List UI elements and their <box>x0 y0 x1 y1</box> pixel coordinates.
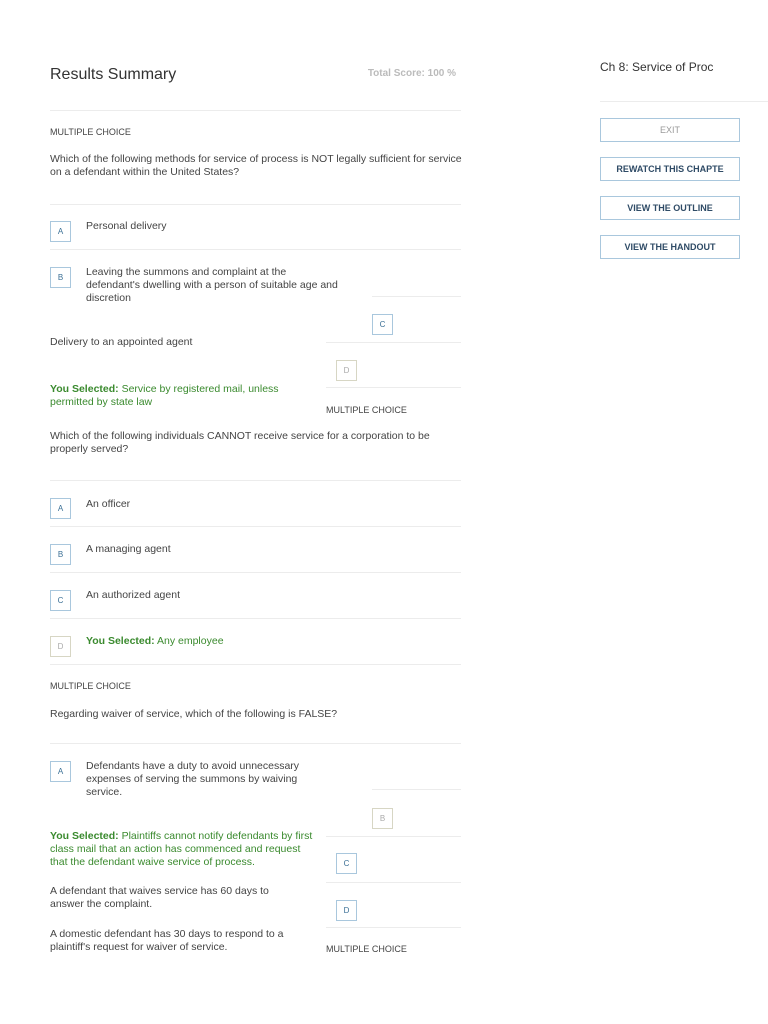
divider <box>372 296 461 297</box>
chapter-title: Ch 8: Service of Proc <box>600 60 714 74</box>
you-selected-label: You Selected: <box>50 830 119 842</box>
divider <box>326 387 461 388</box>
option-b-text: Leaving the summons and complaint at the defendant's dwelling with a person of suitable age and discretion <box>86 266 338 304</box>
option-c-text: A defendant that waives service has 60 days to answer the complaint. <box>50 885 269 910</box>
divider <box>326 342 461 343</box>
option-d-text: A domestic defendant has 30 days to respond to a plaintiff's request for waiver of service. <box>50 928 284 953</box>
option-d-box[interactable]: D <box>336 360 357 381</box>
selected-answer-text: Plaintiffs cannot notify defendants by first class mail that an action has commenced and request that the defendant waive service of process. <box>50 830 313 868</box>
option-a-text: Personal delivery <box>86 220 167 232</box>
option-d-box[interactable]: D <box>50 636 71 657</box>
option-c-text: Delivery to an appointed agent <box>50 336 193 348</box>
view-handout-button[interactable]: VIEW THE HANDOUT <box>600 235 740 259</box>
divider <box>50 618 461 619</box>
divider <box>50 249 461 250</box>
selected-answer-text: Service by registered mail, unless permitted by state law <box>50 383 279 408</box>
divider <box>326 836 461 837</box>
divider <box>50 110 461 111</box>
selected-answer <box>50 383 305 409</box>
option-b-box[interactable]: B <box>50 544 71 565</box>
view-outline-button[interactable]: VIEW THE OUTLINE <box>600 196 740 220</box>
option-b-box[interactable]: B <box>50 267 71 288</box>
option-a-box[interactable]: A <box>50 498 71 519</box>
you-selected-label: You Selected: <box>50 383 119 395</box>
divider <box>50 743 461 744</box>
question-text: Which of the following methods for service of process is NOT legally sufficient for service on a defendant within the United States? <box>50 153 462 178</box>
page-title: Results Summary <box>50 66 177 83</box>
option-a-text: Defendants have a duty to avoid unnecessary expenses of serving the summons by waiving service. <box>86 760 300 798</box>
option-b-text: A managing agent <box>86 543 171 555</box>
option-d-box[interactable]: D <box>336 900 357 921</box>
divider <box>50 664 461 665</box>
question-text: Regarding waiver of service, which of the following is FALSE? <box>50 708 338 720</box>
question-type-label: MULTIPLE CHOICE <box>50 127 131 137</box>
question-type-label: MULTIPLE CHOICE <box>326 944 407 954</box>
rewatch-chapter-button[interactable]: REWATCH THIS CHAPTE <box>600 157 740 181</box>
divider <box>50 480 461 481</box>
divider <box>326 927 461 928</box>
option-a-box[interactable]: A <box>50 761 71 782</box>
option-c-text: An authorized agent <box>86 589 180 601</box>
total-score: Total Score: 100 % <box>367 68 456 79</box>
option-c-box[interactable]: C <box>50 590 71 611</box>
question-type-label: MULTIPLE CHOICE <box>50 681 131 691</box>
option-a-box[interactable]: A <box>50 221 71 242</box>
question-text: Which of the following individuals CANNOT receive service for a corporation to be properly served? <box>50 430 430 455</box>
divider <box>50 526 461 527</box>
divider <box>50 572 461 573</box>
divider <box>326 882 461 883</box>
option-c-box[interactable]: C <box>372 314 393 335</box>
selected-answer-text: Any employee <box>157 635 224 647</box>
selected-answer <box>50 830 315 869</box>
option-a-text: An officer <box>86 498 131 510</box>
option-b-box[interactable]: B <box>372 808 393 829</box>
question-type-label: MULTIPLE CHOICE <box>326 405 407 415</box>
divider <box>372 789 461 790</box>
you-selected-label: You Selected: <box>86 635 155 647</box>
selected-answer <box>86 635 386 648</box>
divider <box>50 204 461 205</box>
exit-button[interactable]: EXIT <box>600 118 740 142</box>
divider <box>600 101 768 102</box>
option-c-box[interactable]: C <box>336 853 357 874</box>
